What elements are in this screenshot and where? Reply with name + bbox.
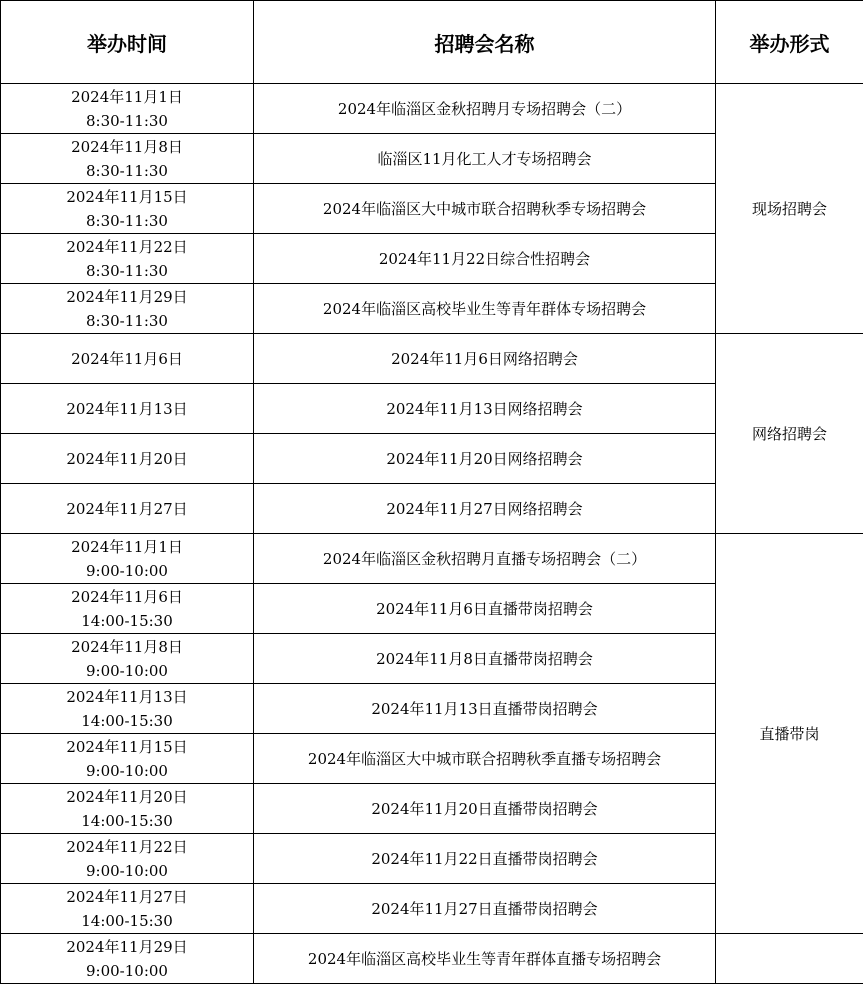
- date-cell: 2024年11月8日 8:30-11:30: [1, 134, 254, 184]
- date-cell: 2024年11月13日 14:00-15:30: [1, 684, 254, 734]
- name-cell: 2024年11月20日直播带岗招聘会: [254, 784, 716, 834]
- name-cell: 2024年临淄区高校毕业生等青年群体专场招聘会: [254, 284, 716, 334]
- header-time: 举办时间: [1, 1, 254, 84]
- date-cell: 2024年11月22日 8:30-11:30: [1, 234, 254, 284]
- name-cell: 2024年11月6日直播带岗招聘会: [254, 584, 716, 634]
- name-cell: 2024年11月22日综合性招聘会: [254, 234, 716, 284]
- date-cell: 2024年11月22日 9:00-10:00: [1, 834, 254, 884]
- date-cell: 2024年11月6日 14:00-15:30: [1, 584, 254, 634]
- name-cell: 2024年11月13日网络招聘会: [254, 384, 716, 434]
- date-cell: 2024年11月1日 8:30-11:30: [1, 84, 254, 134]
- date-cell: 2024年11月29日 9:00-10:00: [1, 934, 254, 984]
- date-cell: 2024年11月27日 14:00-15:30: [1, 884, 254, 934]
- name-cell: 2024年11月13日直播带岗招聘会: [254, 684, 716, 734]
- table-row: [1, 534, 863, 584]
- name-cell: 2024年11月8日直播带岗招聘会: [254, 634, 716, 684]
- date-cell: 2024年11月15日 8:30-11:30: [1, 184, 254, 234]
- table-row: [1, 934, 863, 984]
- date-cell: 2024年11月27日: [1, 484, 254, 534]
- name-cell: 临淄区11月化工人才专场招聘会: [254, 134, 716, 184]
- date-cell: 2024年11月8日 9:00-10:00: [1, 634, 254, 684]
- header-name: 招聘会名称: [254, 1, 716, 84]
- name-cell: 2024年11月22日直播带岗招聘会: [254, 834, 716, 884]
- header-format: 举办形式: [716, 1, 863, 84]
- date-cell: 2024年11月20日: [1, 434, 254, 484]
- name-cell: 2024年临淄区金秋招聘月专场招聘会（二）: [254, 84, 716, 134]
- name-cell: 2024年11月27日网络招聘会: [254, 484, 716, 534]
- table-row: [1, 84, 863, 134]
- format-cell-empty: [716, 934, 863, 984]
- name-cell: 2024年临淄区大中城市联合招聘秋季直播专场招聘会: [254, 734, 716, 784]
- date-cell: 2024年11月29日 8:30-11:30: [1, 284, 254, 334]
- date-cell: 2024年11月1日 9:00-10:00: [1, 534, 254, 584]
- date-cell: 2024年11月6日: [1, 334, 254, 384]
- format-cell-online: 网络招聘会: [716, 334, 863, 534]
- name-cell: 2024年临淄区高校毕业生等青年群体直播专场招聘会: [254, 934, 716, 984]
- format-cell-live: 直播带岗: [716, 534, 863, 934]
- name-cell: 2024年临淄区大中城市联合招聘秋季专场招聘会: [254, 184, 716, 234]
- date-cell: 2024年11月20日 14:00-15:30: [1, 784, 254, 834]
- name-cell: 2024年11月20日网络招聘会: [254, 434, 716, 484]
- table-row: [1, 334, 863, 384]
- format-cell-onsite: 现场招聘会: [716, 84, 863, 334]
- name-cell: 2024年11月6日网络招聘会: [254, 334, 716, 384]
- name-cell: 2024年临淄区金秋招聘月直播专场招聘会（二）: [254, 534, 716, 584]
- name-cell: 2024年11月27日直播带岗招聘会: [254, 884, 716, 934]
- date-cell: 2024年11月13日: [1, 384, 254, 434]
- header-row: [1, 1, 863, 84]
- date-cell: 2024年11月15日 9:00-10:00: [1, 734, 254, 784]
